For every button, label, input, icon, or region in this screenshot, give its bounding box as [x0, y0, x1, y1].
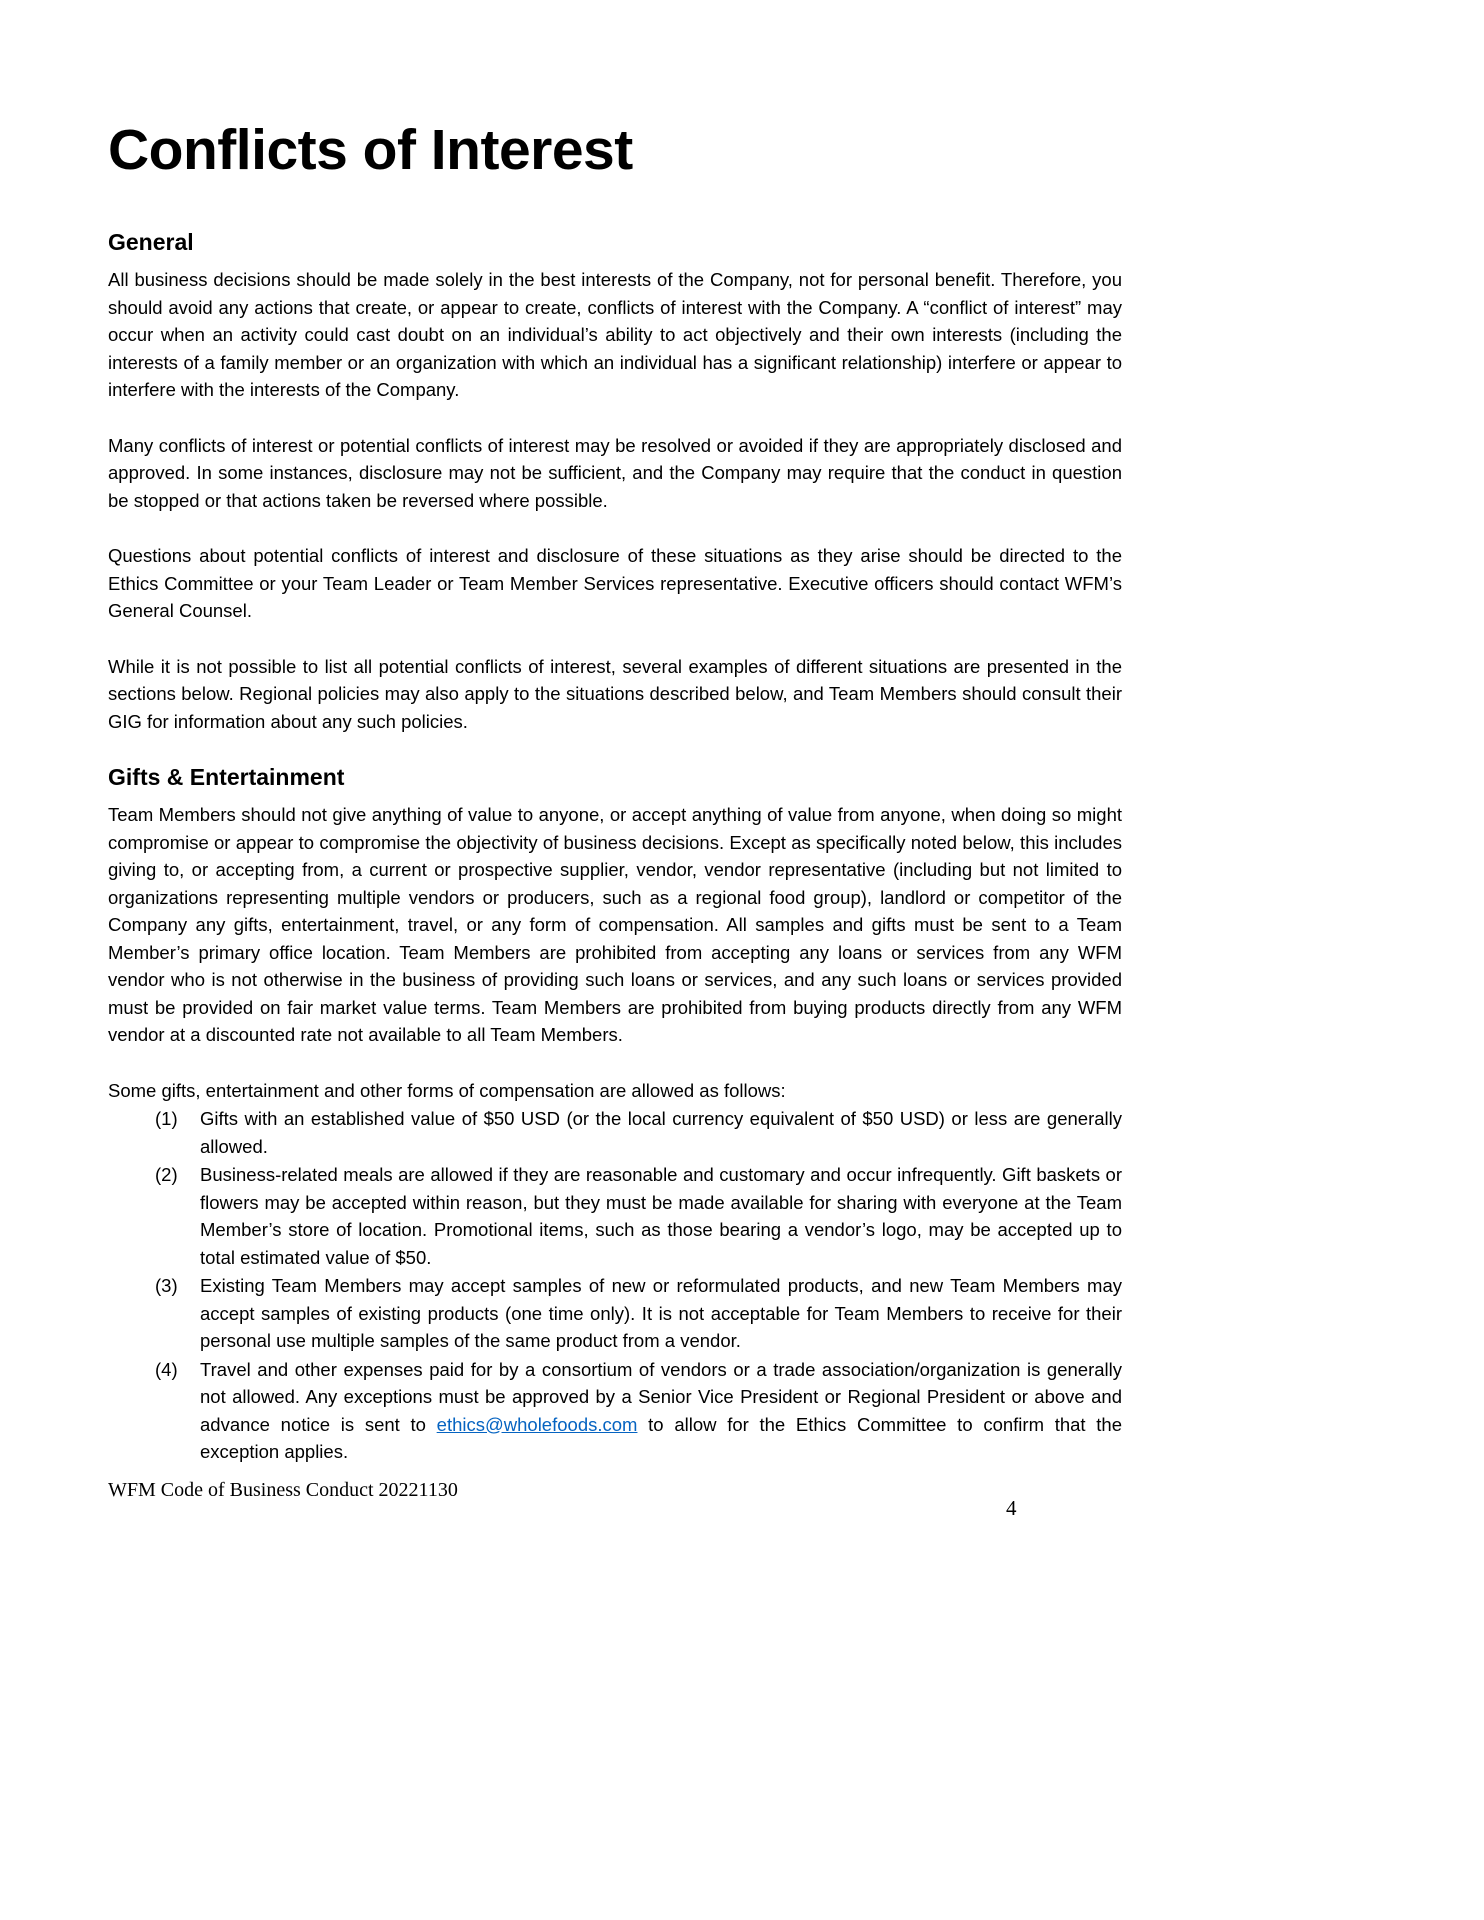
document-title: Conflicts of Interest	[108, 118, 633, 182]
ethics-email-link[interactable]: ethics@wholefoods.com	[436, 1413, 638, 1435]
paragraph-gifts-intro: Some gifts, entertainment and other forms of compensation are allowed as follows:	[108, 1079, 786, 1101]
section-heading-gifts: Gifts & Entertainment	[108, 764, 345, 790]
list-item-text	[200, 1359, 1122, 1463]
list-item-text-after-link: to allow for the Ethics Committee to confirm that the exception applies.	[200, 1413, 1122, 1462]
list-item-3	[108, 1272, 1122, 1355]
paragraph-gifts-1: Team Members should not give anything of value to anyone, or accept anything of value from anyone, when doing so might compromise or appear to compromise the objectivity of business decisions. Except as specifically noted below, this includes giving to, or accepting from, a current or prospective supplier, vendor, vendor representative (including but not limited to organizations representing multiple vendors or producers, such as a regional food group), landlord or competitor of the Company any gifts, entertainment, travel, or any form of compensation. All samples and gifts must be sent to a Team Member’s primary office location. Team Members are prohibited from accepting any loans or services from any WFM vendor who is not otherwise in the business of providing such loans or services, and any such loans or services provided must be provided on fair market value terms. Team Members are prohibited from buying products directly from any WFM vendor at a discounted rate not available to all Team Members.	[108, 804, 1122, 1045]
section-heading-general: General	[108, 229, 194, 255]
section-general	[108, 228, 1122, 735]
list-item-number: (3)	[155, 1275, 178, 1296]
paragraph-general-1: All business decisions should be made solely in the best interests of the Company, not for personal benefit. Therefore, you should avoid any actions that create, or appear to create, conflicts of interest with the Company. A “conflict of interest” may occur when an activity could cast doubt on an individual’s ability to act objectively and their own interests (including the interests of a family member or an organization with which an individual has a significant relationship) interfere or appear to interfere with the interests of the Company.	[108, 269, 1122, 400]
footer-document-id: WFM Code of Business Conduct 20221130	[108, 1479, 458, 1501]
page-number: 4	[1006, 1496, 1017, 1520]
section-gifts-entertainment	[108, 763, 1122, 1466]
page-content	[108, 118, 1122, 1467]
list-item-number: (4)	[155, 1358, 178, 1380]
paragraph-general-3: Questions about potential conflicts of interest and disclosure of these situations as they arise should be directed to the Ethics Committee or your Team Leader or Team Member Services representative. Executive officers should contact WFM’s General Counsel.	[108, 545, 1122, 621]
numbered-list	[108, 1105, 1122, 1466]
list-item-number: (1)	[155, 1108, 178, 1129]
list-item-1	[108, 1105, 1122, 1160]
list-item-text: Gifts with an established value of $50 USD (or the local currency equivalent of $50 USD) or less are generally allowed.	[200, 1108, 1122, 1157]
list-item-4	[108, 1356, 1122, 1466]
list-item-number: (2)	[155, 1164, 178, 1185]
list-item-text: Existing Team Members may accept samples of new or reformulated products, and new Team Members may accept samples of existing products (one time only). It is not acceptable for Team Members to receive for their personal use multiple samples of the same product from a vendor.	[200, 1275, 1122, 1351]
list-item-text: Business-related meals are allowed if they are reasonable and customary and occur infrequently. Gift baskets or flowers may be accepted within reason, but they must be made available for sharing with everyone at the Team Member’s store of location. Promotional items, such as those bearing a vendor’s logo, may be accepted up to total estimated value of $50.	[200, 1164, 1122, 1268]
list-item-2	[108, 1161, 1122, 1271]
paragraph-general-2: Many conflicts of interest or potential conflicts of interest may be resolved or avoided if they are appropriately disclosed and approved. In some instances, disclosure may not be sufficient, and the Company may require that the conduct in question be stopped or that actions taken be reversed where possible.	[108, 434, 1122, 511]
paragraph-general-4: While it is not possible to list all potential conflicts of interest, several examples of different situations are presented in the sections below. Regional policies may also apply to the situations described below, and Team Members should consult their GIG for information about any such policies.	[108, 655, 1122, 732]
list-item-text-before-link: Travel and other expenses paid for by a consortium of vendors or a trade association/organization is generally not allowed. Any exceptions must be approved by a Senior Vice President or Regional President or above and advance notice is sent to	[200, 1358, 1122, 1435]
